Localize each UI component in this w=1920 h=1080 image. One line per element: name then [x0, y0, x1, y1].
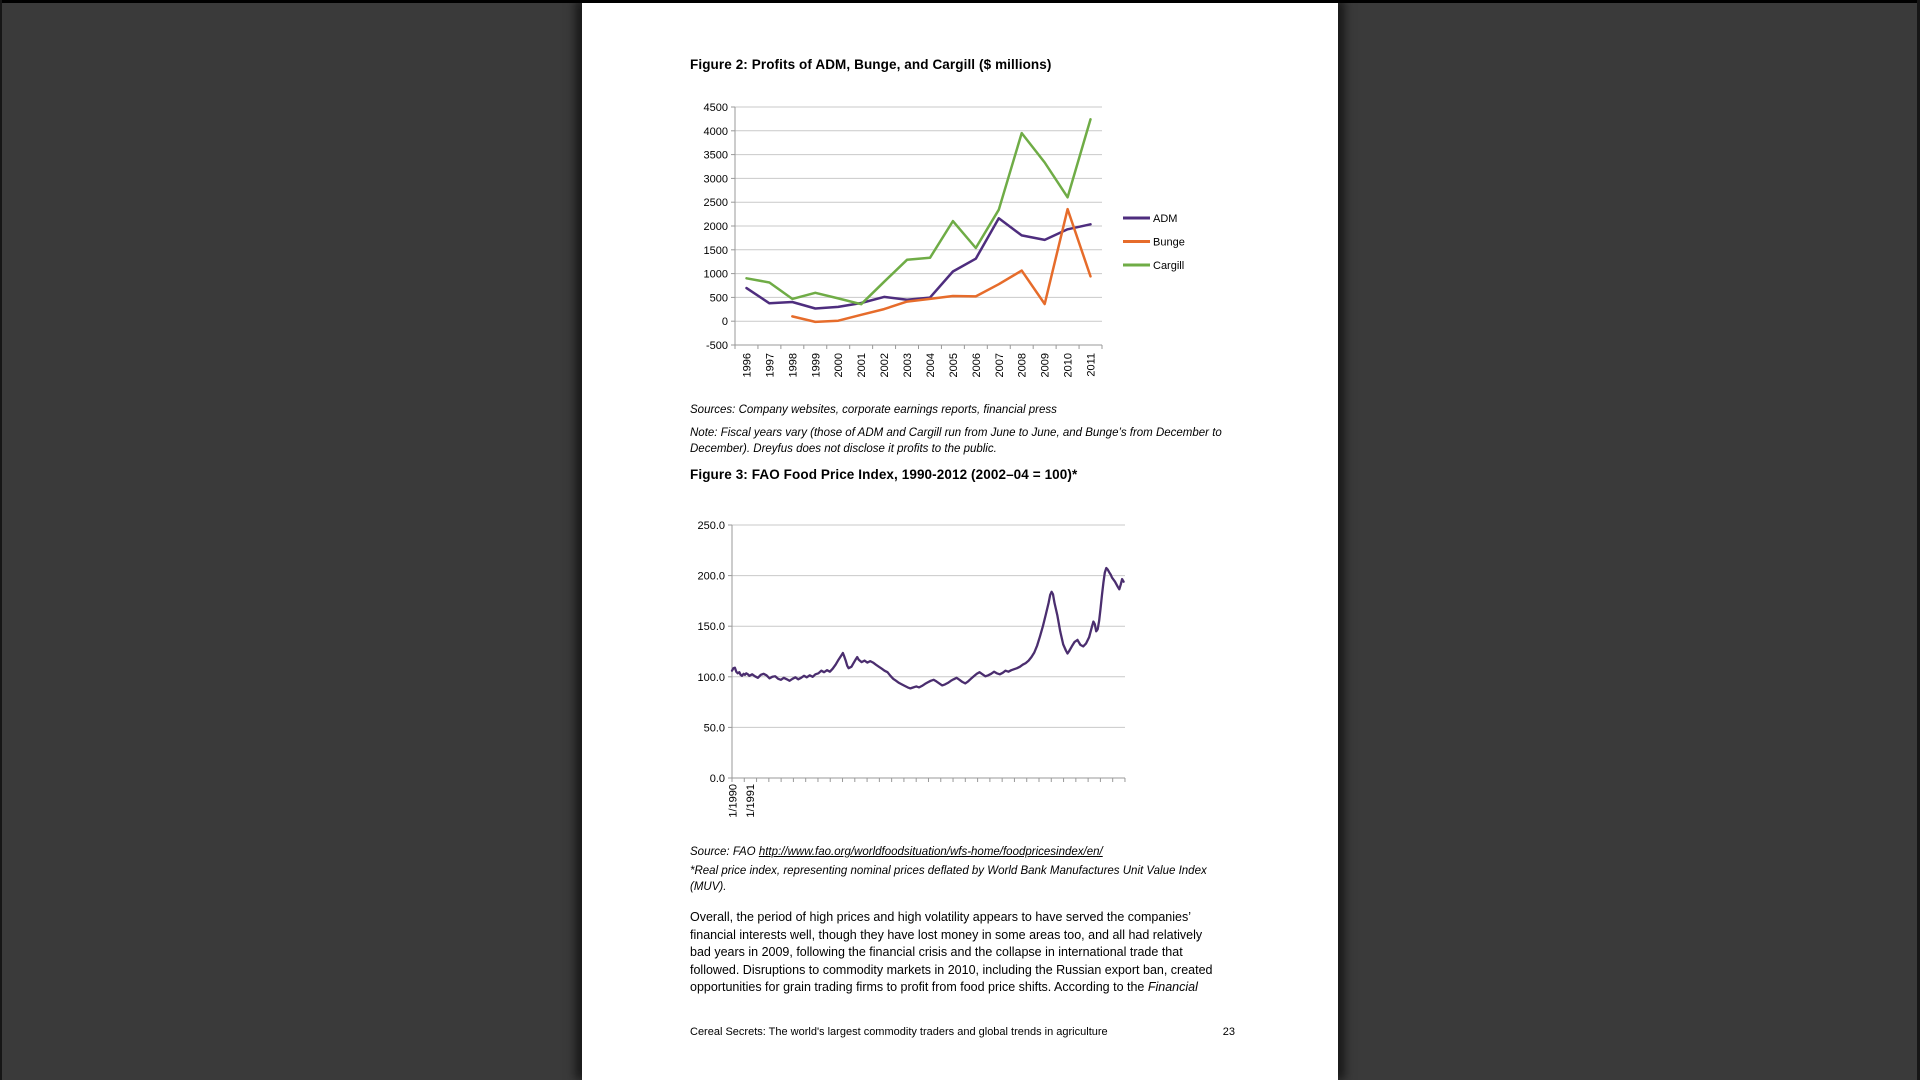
footer-running-title: Cereal Secrets: The world's largest commodity traders and global trends in agriculture	[690, 1026, 1108, 1038]
figure3-footnote	[690, 864, 1207, 895]
svg-text:0.0: 0.0	[709, 773, 725, 785]
svg-text:2009: 2009	[1039, 353, 1052, 378]
svg-text:-500: -500	[705, 340, 728, 352]
svg-text:1000: 1000	[703, 268, 728, 281]
figure3-footnote-line: *Real price index, representing nominal prices deflated by World Bank Manufactures Unit Value Index	[690, 865, 1207, 877]
fao-url-link[interactable]: http://www.fao.org/worldfoodsituation/wfs-home/foodpricesindex/en/	[758, 846, 1103, 858]
svg-text:2002: 2002	[879, 353, 892, 378]
paragraph-line	[690, 979, 1213, 997]
svg-text:1997: 1997	[764, 353, 777, 378]
figure3-footnote-line: (MUV).	[690, 880, 727, 893]
viewer-left-edge	[0, 0, 2, 1080]
svg-text:2500: 2500	[703, 197, 728, 210]
document-page	[582, 0, 1338, 1080]
paragraph-line: bad years in 2009, following the financial crisis and the collapse in international trade that	[690, 945, 1183, 959]
svg-text:50.0: 50.0	[703, 722, 725, 735]
svg-text:3000: 3000	[703, 173, 728, 186]
footer-page-number: 23	[1222, 1026, 1235, 1038]
svg-text:4000: 4000	[703, 125, 728, 138]
svg-text:4500: 4500	[703, 102, 728, 114]
viewer-top-edge	[0, 0, 1920, 3]
svg-text:2000: 2000	[703, 221, 728, 233]
svg-text:ADM: ADM	[1153, 213, 1178, 225]
svg-text:2005: 2005	[947, 353, 960, 378]
paragraph-line: financial interests well, though they have lost money in some areas too, and all had relatively	[690, 927, 1203, 942]
svg-text:1996: 1996	[741, 353, 754, 378]
svg-text:150.0: 150.0	[697, 621, 725, 634]
svg-text:2004: 2004	[924, 353, 937, 378]
figure2-note	[690, 426, 1222, 457]
figure2-chart	[682, 100, 1227, 390]
svg-text:2010: 2010	[1062, 353, 1075, 378]
svg-text:1/1990: 1/1990	[727, 784, 740, 818]
svg-text:2006: 2006	[970, 353, 983, 378]
svg-text:2000: 2000	[833, 353, 846, 378]
svg-text:Bunge: Bunge	[1153, 236, 1185, 249]
figure2-title: Figure 2: Profits of ADM, Bunge, and Cargill ($ millions)	[690, 57, 1052, 72]
paragraph-line-italic: Financial	[1147, 980, 1198, 994]
page-footer	[690, 1026, 1235, 1038]
paragraph-line-regular: opportunities for grain trading firms to profit from food price shifts. According to the	[690, 980, 1148, 994]
svg-text:2003: 2003	[902, 353, 915, 378]
body-paragraph	[690, 909, 1213, 997]
figure3-title: Figure 3: FAO Food Price Index, 1990-2012 (2002–04 = 100)*	[690, 467, 1078, 482]
svg-text:3500: 3500	[703, 149, 728, 162]
svg-text:500: 500	[709, 292, 728, 305]
figure2-note-line: Note: Fiscal years vary (those of ADM and Cargill run from June to June, and Bunge’s from December to	[690, 427, 1222, 439]
figure2-sources: Sources: Company websites, corporate earnings reports, financial press	[690, 404, 1057, 416]
figure2-note-line: December). Dreyfus does not disclose it profits to the public.	[690, 442, 997, 455]
svg-text:0: 0	[721, 316, 728, 329]
svg-text:1500: 1500	[703, 244, 728, 257]
svg-text:200.0: 200.0	[697, 570, 725, 583]
svg-text:1999: 1999	[810, 353, 823, 378]
figure3-source-prefix: Source: FAO	[690, 846, 759, 858]
svg-text:2011: 2011	[1085, 353, 1098, 377]
svg-text:2001: 2001	[856, 353, 869, 378]
figure3-source	[690, 842, 1103, 860]
paragraph-line: Overall, the period of high prices and high volatility appears to have served the companies’	[690, 910, 1191, 924]
svg-text:1998: 1998	[787, 353, 800, 378]
svg-text:2008: 2008	[1016, 353, 1029, 378]
paragraph-line: followed. Disruptions to commodity markets in 2010, including the Russian export ban, created	[690, 962, 1213, 977]
svg-text:100.0: 100.0	[697, 671, 725, 684]
svg-text:250.0: 250.0	[697, 520, 725, 532]
svg-text:2007: 2007	[993, 353, 1006, 378]
svg-text:Cargill: Cargill	[1153, 260, 1185, 272]
svg-text:1/1991: 1/1991	[744, 784, 757, 818]
figure3-chart	[682, 515, 1142, 835]
